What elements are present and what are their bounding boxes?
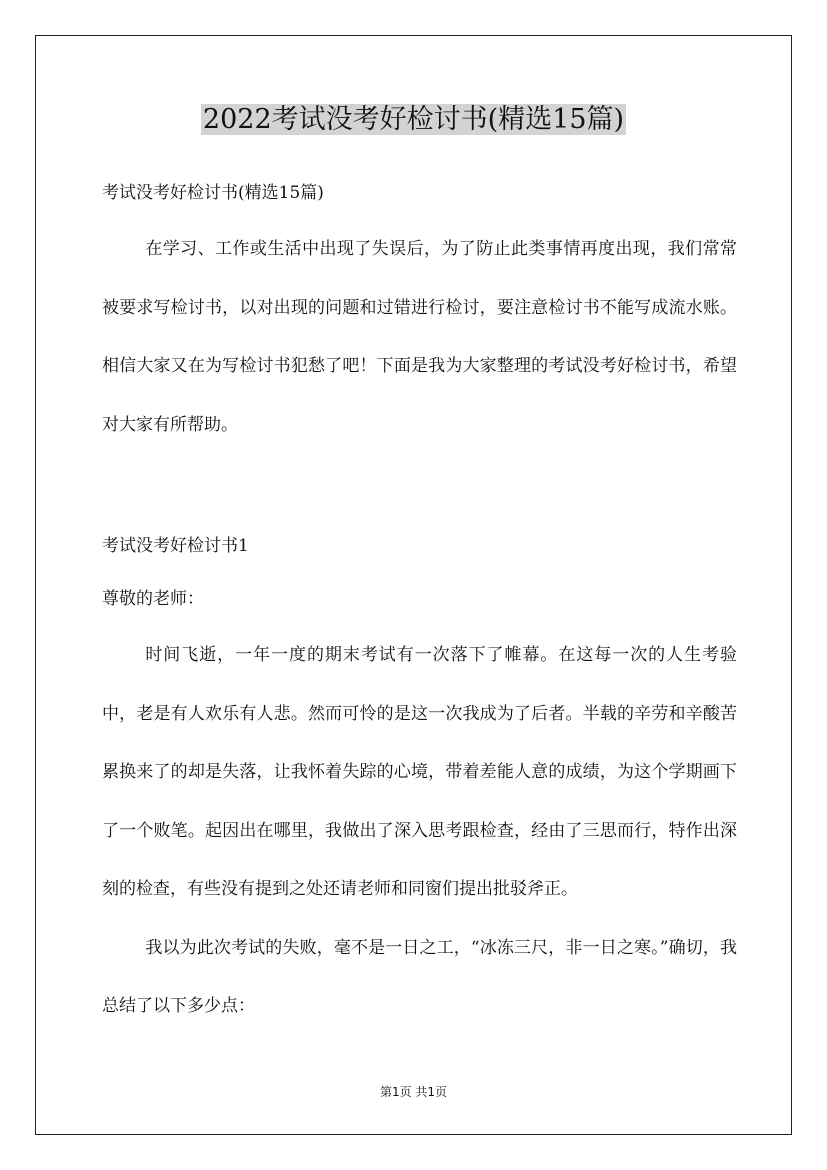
body-paragraph-1: 时间飞逝，一年一度的期末考试有一次落下了帷幕。在这每一次的人生考验中，老是有人欢乐有人悲。然而可怜的是这一次我成为了后者。半载的辛劳和辛酸苦累换来了的却是失落，让我怀着失踪的心境，带着差能人意的成绩，为这个学期画下了一个败笔。起因出在哪里，我做出了深入思考跟检查，经由了三思而行，特作出深刻的检查，有些没有提到之处还请老师和同窗们提出批驳斧正。 (102, 645, 737, 899)
intro-paragraph: 在学习、工作或生活中出现了失误后，为了防止此类事情再度出现，我们常常被要求写检讨书，以对出现的问题和过错进行检讨，要注意检讨书不能写成流水账。相信大家又在为写检讨书犯愁了吧！下面是我为大家整理的考试没考好检讨书，希望对大家有所帮助。 (102, 239, 737, 435)
body-paragraph-2: 我以为此次考试的失败，毫不是一日之工，“冰冻三尺，非一日之寒。”确切，我总结了以下多少点： (102, 937, 737, 1016)
document-title (0, 98, 827, 142)
document-body (102, 171, 737, 1036)
page-footer: 第1页 共1页 (379, 1085, 448, 1099)
section-heading: 考试没考好检讨书1 (102, 536, 249, 556)
salutation: 尊敬的老师： (102, 589, 204, 609)
document-title-text: 2022考试没考好检讨书(精选15篇) (202, 104, 625, 135)
document-subtitle: 考试没考好检讨书(精选15篇) (102, 183, 324, 203)
